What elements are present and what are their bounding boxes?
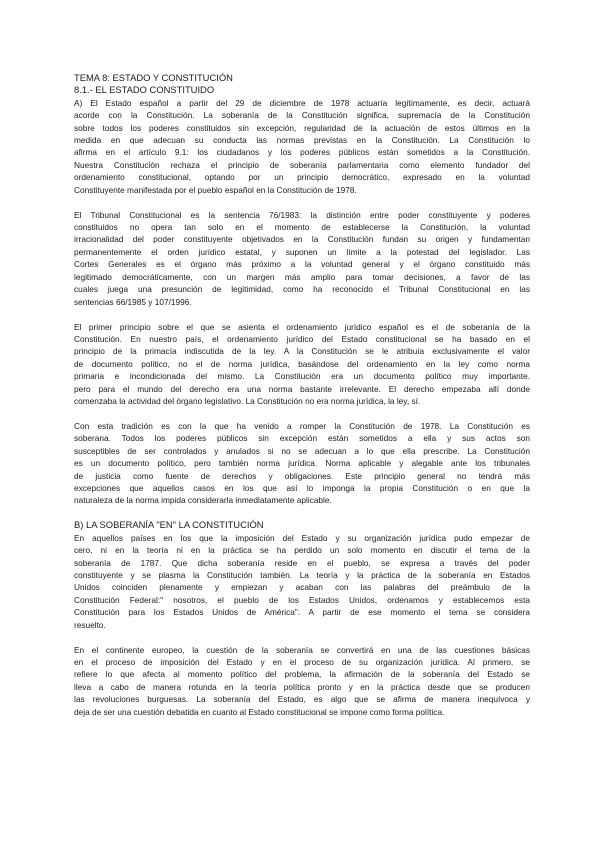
text-line: sentencias 66/1985 y 107/1996. bbox=[74, 296, 192, 307]
text-line: acorde con la Constitución. La soberanía de la Constitución significa, supremacía de la Constitución bbox=[74, 110, 530, 121]
document-title: TEMA 8: ESTADO Y CONSTITUCIÓN bbox=[74, 72, 233, 83]
text-line: irracionalidad del poder constituyente objetivados en la Constitución fundan su origen y fundamentan bbox=[74, 234, 530, 245]
document-page bbox=[74, 72, 530, 731]
text-line: medida en que adecuan su conducta las normas previstas en la Constitución. La Constitución lo bbox=[74, 135, 530, 146]
text-line: comenzaba la actividad del órgano legislativo. La Constitución no era norma jurídica, la ley, sí. bbox=[74, 395, 421, 406]
text-line: es un documento político, pero también norma jurídica. Norma aplicable y alegable ante los tribunales bbox=[74, 458, 530, 469]
paragraph bbox=[74, 321, 530, 408]
text-line: Constitución para los Estados Unidos de América". A partir de ese momento el tema se considera bbox=[74, 607, 530, 618]
text-line: En el continente europeo, la cuestión de la soberanía se convertirá en una de las cuestiones básicas bbox=[74, 644, 530, 655]
text-line: soberanía de 1787. Que dicha soberanía reside en el pueblo, se expresa a través del poder bbox=[74, 557, 530, 568]
text-line: permanentemente el orden jurídico estatal, y suponen un límite a la potestad del legislador. Las bbox=[74, 246, 530, 257]
text-line: Con esta tradición es con la que ha venido a romper la Constitución de 1978. La Constitución es bbox=[74, 420, 530, 431]
text-line: En aquellos países en los que la imposición del Estado y su organización jurídica pudo empezar de bbox=[74, 532, 530, 543]
text-line: primaria e incondicionada del mismo. La Constitución era un documento político muy importante. bbox=[74, 371, 530, 382]
text-line: El Tribunal Constitucional es la sentencia 76/1983: la distinción entre poder constituyente y poderes bbox=[74, 209, 530, 220]
text-line: excepciones que aquellos casos en los que así lo imponga la propia Constitución o en que la bbox=[74, 482, 530, 493]
text-line: Nuestra Constitución rechaza el principio de soberanía parlamentaria como elemento fundador del bbox=[74, 159, 530, 170]
text-line: cero, ni en la teoría ni en la práctica se ha perdido un solo momento en discutir el tema de la bbox=[74, 545, 530, 556]
section-b-heading: B) LA SOBERANÍA "EN" LA CONSTITUCIÓN bbox=[74, 519, 264, 531]
text-line: las revoluciones burguesas. La soberanía del Estado, es algo que se afirma de manera inequívoca y bbox=[74, 694, 530, 705]
section-a-body bbox=[74, 97, 530, 507]
section-a-heading: 8.1.- EL ESTADO CONSTITUIDO bbox=[74, 84, 215, 96]
text-line: principio de la primacía indiscutida de la ley. A la Constitución se le atribuía exclusivamente el valor bbox=[74, 346, 530, 357]
text-line: lleva a cabo de manera rotunda en la teoría política pronto y en la práctica desde que se producen bbox=[74, 681, 530, 692]
text-line: ordenamiento constitucional, optando por un principio democrático, expresado en la voluntad bbox=[74, 172, 530, 183]
paragraph bbox=[74, 420, 530, 507]
text-line: resuelto. bbox=[74, 619, 106, 630]
text-line: cuales juega una presunción de legitimidad, como ha reconocido el Tribunal Constitucional en las bbox=[74, 284, 530, 295]
text-line: Cortes Generales es el órgano más próximo a la voluntad general y el órgano constituido más bbox=[74, 259, 530, 270]
paragraph bbox=[74, 209, 530, 308]
text-line: A) El Estado español a partir del 29 de diciembre de 1978 actuaría legítimamente, es decir, actuará bbox=[74, 97, 530, 108]
text-line: Constitución. En nuestro país, el ordenamiento jurídico del Estado constitucional se ha basado en el bbox=[74, 333, 530, 344]
text-line: pero para el mundo del derecho era una norma bastante irrelevante. El derecho empezaba allí donde bbox=[74, 383, 530, 394]
text-line: de justicia como fuente de derechos y obligaciones. Este principio general no tendrá más bbox=[74, 470, 530, 481]
text-line: refiere lo que afecta al momento político del problema, la afirmación de la soberanía del Estado se bbox=[74, 669, 530, 680]
text-line: legitimado democráticamente, con un margen más amplio para tomar decisiones, a favor de las bbox=[74, 271, 530, 282]
paragraph bbox=[74, 644, 530, 718]
text-line: El primer principio sobre el que se asienta el ordenamiento jurídico español es el de soberanía de la bbox=[74, 321, 530, 332]
text-line: constituyente y se plasma la Constitución también. La teoría y la práctica de la soberanía en Estados bbox=[74, 570, 530, 580]
text-line: afirma en el artículo 9.1: los ciudadanos y los poderes públicos están sometidos a la Constitución. bbox=[74, 147, 530, 158]
paragraph bbox=[74, 532, 530, 631]
text-line: en el proceso de imposición del Estado y en el proceso de su organización jurídica. Al primero, se bbox=[74, 657, 530, 668]
text-line: constituidos no opera tan solo en el momento de establecerse la Constitución, la voluntad bbox=[74, 222, 530, 233]
text-line: soberana. Todos los poderes públicos sin excepción están sometidos a ella y sus actos son bbox=[74, 433, 530, 444]
text-line: deja de ser una cuestión debatida en cuanto al Estado constitucional se impone como forma política. bbox=[74, 706, 445, 717]
text-line: susceptibles de ser controlados y anulados si no se adecuan a lo que ella prescribe. La Constitución bbox=[74, 445, 530, 456]
text-line: Constituyente manifestada por el pueblo español en la Constitución de 1978. bbox=[74, 184, 357, 195]
paragraph bbox=[74, 97, 530, 196]
text-line: sobre todos los poderes constituidos sin excepción, regularidad de la actuación de estos últimos en la bbox=[74, 122, 530, 133]
text-line: naturaleza de la norma impida considerarla inmediatamente aplicable. bbox=[74, 495, 332, 506]
text-line: Constitución Federal:" nosotros, el pueblo de los Estados Unidos, ordenamos y establecemos esta bbox=[74, 594, 530, 605]
text-line: Unidos coinciden plenamente y empiezan y acaban con las palabras del preámbulo de la bbox=[74, 582, 530, 593]
section-b-body bbox=[74, 532, 530, 718]
text-line: de documento político, no el de norma jurídica, basándose del ordenamiento en la ley como norma bbox=[74, 358, 530, 369]
